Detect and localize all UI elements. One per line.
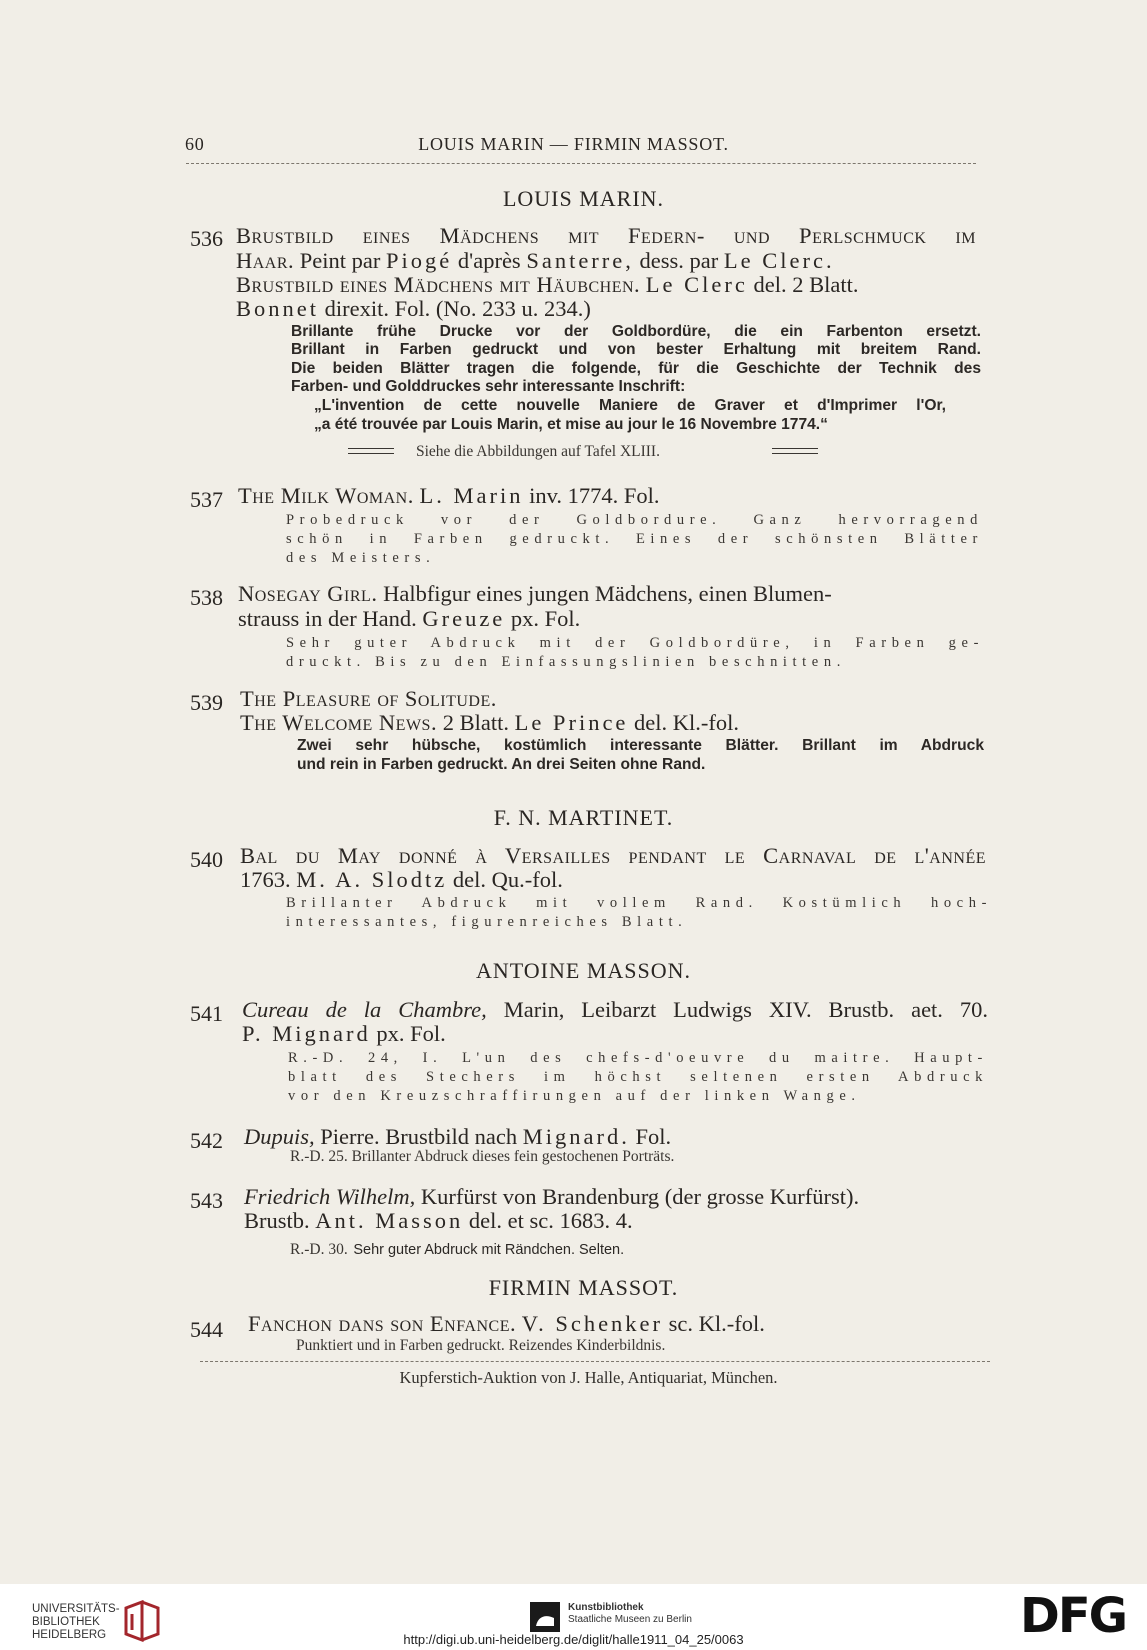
heidelberg-library-name: UNIVERSITÄTS- BIBLIOTHEK HEIDELBERG [32, 1602, 120, 1641]
header-rule [186, 163, 976, 164]
kunstbibliothek-emblem-icon [530, 1602, 560, 1632]
lot-544-desc-1: Punktiert und in Farben gedruckt. Reizendes Kinderbildnis. [296, 1337, 666, 1354]
footer-imprint: Kupferstich-Auktion von J. Halle, Antiquariat, München. [399, 1368, 778, 1387]
lot-539-line-2: The Welcome News. 2 Blatt. Le Prince del. Kl.-fol. [240, 710, 740, 735]
lot-number-541: 541 [190, 1001, 223, 1026]
note-double-rule-left [348, 448, 394, 454]
lot-539-line-1: The Pleasure of Solitude. [240, 686, 497, 711]
lot-536-desc-3: Die beiden Blätter tragen die folgende, für die Geschichte der Technik des [291, 360, 981, 377]
lot-536-desc-1: Brillante frühe Drucke vor der Goldbordüre, die ein Farbenton ersetzt. [291, 323, 981, 340]
lot-541-desc-1: R.-D. 24, I. L'un des chefs-d'oeuvre du maitre. Haupt- [288, 1050, 988, 1066]
lot-536-line-3: Brustbild eines Mädchens mit Häubchen. Le Clerc del. 2 Blatt. [236, 272, 859, 297]
lot-537-desc-1: Probedruck vor der Goldbordure. Ganz hervorragend [286, 512, 983, 528]
lot-543-line-2: Brustb. Ant. Masson del. et sc. 1683. 4. [244, 1208, 633, 1233]
page-number: 60 [185, 134, 205, 154]
lot-541-desc-2: blatt des Stechers im höchst seltenen ersten Abdruck [288, 1069, 988, 1085]
lot-538-line-1: Nosegay Girl. Halbfigur eines jungen Mädchens, einen Blumen- [238, 581, 832, 606]
lot-number-539: 539 [190, 690, 223, 715]
lot-number-538: 538 [190, 585, 223, 610]
note-double-rule-right [772, 448, 818, 454]
lot-number-543: 543 [190, 1188, 223, 1213]
lot-539-desc-1: Zwei sehr hübsche, kostümlich interessante Blätter. Brillant im Abdruck [297, 737, 984, 754]
lot-538-desc-2: druckt. Bis zu den Einfassungslinien beschnitten. [286, 654, 846, 670]
lot-536-inscription-1: „L'invention de cette nouvelle Maniere de Graver et d'Imprimer l'Or, [314, 397, 946, 414]
footer-rule [200, 1361, 990, 1362]
lot-541-desc-3: vor den Kreuzschraffirungen auf der linken Wange. [288, 1088, 861, 1104]
lot-number-542: 542 [190, 1128, 223, 1153]
lot-541-line-1: Cureau de la Chambre, Marin, Leibarzt Ludwigs XIV. Brustb. aet. 70. [242, 997, 988, 1022]
kunstbibliothek-name: Kunstbibliothek Staatliche Museen zu Berlin [568, 1602, 692, 1625]
lot-536-inscription-2: „a été trouvée par Louis Marin, et mise au jour le 16 Novembre 1774.“ [314, 416, 828, 433]
lot-538-line-2: strauss in der Hand. Greuze px. Fol. [238, 606, 581, 631]
lot-539-desc-2: und rein in Farben gedruckt. An drei Seiten ohne Rand. [297, 756, 706, 773]
lot-number-544: 544 [190, 1317, 223, 1342]
lot-543-desc-1: R.-D. 30. Sehr guter Abdruck mit Rändchen. Selten. [290, 1241, 625, 1258]
lot-540-desc-1: Brillanter Abdruck mit vollem Rand. Kostümlich hoch- [286, 895, 992, 911]
section-title-martinet: F. N. MARTINET. [493, 805, 674, 830]
lot-536-line-2: Haar. Peint par Piogé d'après Santerre, dess. par Le Clerc. [236, 248, 835, 273]
lot-540-title-line-1: Bal du May donné à Versailles pendant le Carnaval de l'année [240, 843, 986, 868]
lot-541-line-2: P. Mignard px. Fol. [242, 1021, 446, 1046]
running-title: LOUIS MARIN — FIRMIN MASSOT. [418, 134, 729, 154]
lot-538-desc-1: Sehr guter Abdruck mit der Goldbordüre, in Farben ge- [286, 635, 984, 651]
lot-536-title-line-1: Brustbild eines Mädchens mit Federn- und Perlschmuck im [236, 223, 976, 248]
section-title-firmin-massot: FIRMIN MASSOT. [488, 1275, 679, 1300]
kunstbibliothek-logo[interactable] [530, 1602, 692, 1632]
lot-536-line-4: Bonnet direxit. Fol. (No. 233 u. 234.) [236, 296, 591, 321]
lot-536-desc-4: Farben- und Golddruckes sehr interessante Inschrift: [291, 378, 686, 395]
lot-536-desc-2: Brillant in Farben gedruckt und von bester Erhaltung mit breitem Rand. [291, 341, 981, 358]
lot-537-desc-3: des Meisters. [286, 550, 436, 566]
lot-544-line-1: Fanchon dans son Enfance. V. Schenker sc. Kl.-fol. [248, 1311, 765, 1336]
lot-543-line-1: Friedrich Wilhelm, Kurfürst von Brandenburg (der grosse Kurfürst). [244, 1184, 860, 1209]
dfg-wordmark: DFG [1020, 1588, 1127, 1644]
lot-537-desc-2: schön in Farben gedruckt. Eines der schönsten Blätter [286, 531, 983, 547]
section-title-louis-marin: LOUIS MARIN. [502, 186, 665, 211]
lot-542-desc-1: R.-D. 25. Brillanter Abdruck dieses fein gestochenen Porträts. [290, 1148, 675, 1165]
section-title-antoine-masson: ANTOINE MASSON. [475, 958, 692, 983]
permalink-url[interactable]: http://digi.ub.uni-heidelberg.de/diglit/halle1911_04_25/0063 [403, 1632, 744, 1647]
lot-number-537: 537 [190, 487, 223, 512]
lot-540-desc-2: interessantes, figurenreiches Blatt. [286, 914, 688, 930]
lot-number-540: 540 [190, 847, 223, 872]
lot-540-line-2: 1763. M. A. Slodtz del. Qu.-fol. [240, 867, 563, 892]
lot-537-line-1: The Milk Woman. L. Marin inv. 1774. Fol. [238, 483, 660, 508]
lot-542-line-1: Dupuis, Pierre. Brustbild nach Mignard. Fol. [244, 1124, 672, 1149]
lot-536-plate-note: Siehe die Abbildungen auf Tafel XLIII. [416, 443, 660, 460]
lot-number-536: 536 [190, 226, 223, 251]
